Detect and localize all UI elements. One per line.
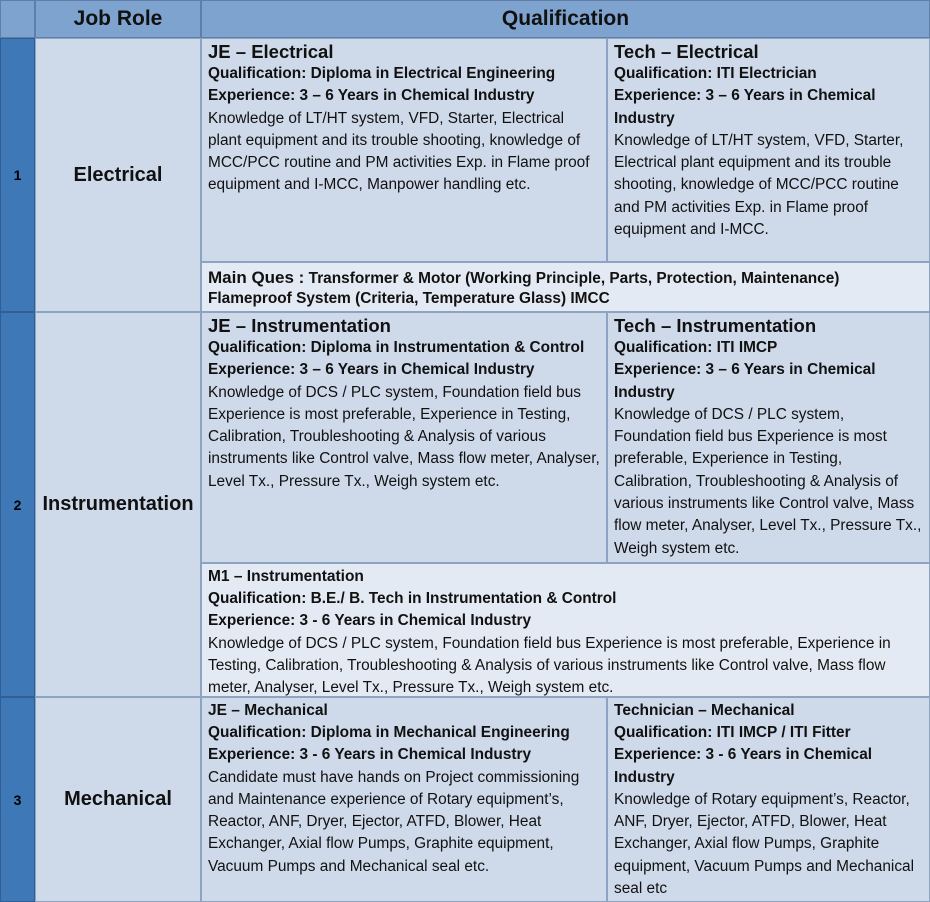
header-number-cell	[0, 0, 35, 38]
m1-instrumentation-cell	[201, 563, 930, 697]
m1-instrumentation-qualification: Qualification: B.E./ B. Tech in Instrumentation & Control	[208, 590, 617, 607]
tech-electrical-qualification: Qualification: ITI Electrician	[614, 65, 817, 82]
je-mechanical-experience: Experience: 3 - 6 Years in Chemical Industry	[208, 746, 532, 764]
header-qualification-label: Qualification	[501, 7, 630, 30]
tech-electrical-cell	[607, 38, 930, 262]
tech-instrumentation-cell	[607, 312, 930, 563]
row-number-1: 1	[0, 38, 35, 312]
je-electrical-cell	[201, 38, 607, 262]
je-instrumentation-qualification: Qualification: Diploma in Instrumentation & Control	[208, 339, 585, 356]
je-electrical-title: JE – Electrical	[208, 41, 334, 62]
tech-electrical-description: Knowledge of LT/HT system, VFD, Starter, Electrical plant equipment and its trouble shooting, knowledge of MCC/PCC routine and PM activities Exp. in Flame proof equipment and I-MCC.	[614, 131, 904, 239]
technician-mechanical-description: Knowledge of Rotary equipment’s, Reactor, ANF, Dryer, Ejector, ATFD, Blower, Heat Exchanger, Axial flow Pumps, Graphite equipment, Vacuum Pumps and Mechanical seal etc	[614, 790, 914, 898]
header-qualification	[201, 0, 930, 38]
je-instrumentation-experience: Experience: 3 – 6 Years in Chemical Industry	[208, 361, 535, 379]
main-ques-label: Main Ques :	[208, 268, 305, 287]
je-mechanical-title: JE – Mechanical	[208, 702, 328, 719]
je-instrumentation-title: JE – Instrumentation	[208, 315, 391, 336]
tech-instrumentation-title: Tech – Instrumentation	[614, 315, 817, 336]
row-number-2: 2	[0, 312, 35, 697]
je-electrical-description: Knowledge of LT/HT system, VFD, Starter, Electrical plant equipment and its trouble shooting, knowledge of MCC/PCC routine and PM activities Exp. in Flame proof equipment and I-MCC, Manpower handling etc.	[208, 109, 590, 194]
tech-electrical-title: Tech – Electrical	[614, 41, 759, 62]
technician-mechanical-cell	[607, 697, 930, 902]
technician-mechanical-experience: Experience: 3 - 6 Years in Chemical Industry	[614, 746, 873, 786]
technician-mechanical-qualification: Qualification: ITI IMCP / ITI Fitter	[614, 724, 851, 741]
tech-instrumentation-qualification: Qualification: ITI IMCP	[614, 339, 778, 356]
je-instrumentation-description: Knowledge of DCS / PLC system, Foundation field bus Experience is most preferable, Experience in Testing, Calibration, Troubleshooting & Analysis of various instruments like Control valve, Mass flow meter, Analyser, Level Tx., Pressure Tx., Weigh system etc.	[208, 383, 600, 490]
m1-instrumentation-experience: Experience: 3 - 6 Years in Chemical Industry	[208, 612, 532, 630]
header-job-role	[35, 0, 201, 38]
je-mechanical-qualification: Qualification: Diploma in Mechanical Engineering	[208, 724, 570, 741]
je-electrical-qualification: Qualification: Diploma in Electrical Engineering	[208, 65, 556, 82]
header-job-role-label: Job Role	[73, 7, 163, 30]
row-number-3: 3	[0, 697, 35, 902]
m1-instrumentation-title: M1 – Instrumentation	[208, 568, 364, 585]
main-ques-line-2: Flameproof System (Criteria, Temperature Glass) IMCC	[208, 290, 610, 308]
je-instrumentation-cell	[201, 312, 607, 563]
tech-electrical-experience: Experience: 3 – 6 Years in Chemical Industry	[614, 87, 876, 127]
technician-mechanical-title: Technician – Mechanical	[614, 702, 795, 719]
m1-instrumentation-description: Knowledge of DCS / PLC system, Foundation field bus Experience is most preferable, Experience in Testing, Calibration, Troubleshooting & Analysis of various instruments like Control valve, Mass flow meter, Analyser, Level Tx., Pressure Tx., Weigh system etc.	[208, 634, 891, 697]
job-role-instrumentation: Instrumentation	[35, 312, 201, 697]
main-ques-line-1: Transformer & Motor (Working Principle, Parts, Protection, Maintenance)	[308, 270, 840, 287]
tech-instrumentation-description: Knowledge of DCS / PLC system, Foundation field bus Experience is most preferable, Experience in Testing, Calibration, Troubleshooting & Analysis of various instruments like Control valve, Mass flow meter, Analyser, Level Tx., Pressure Tx., Weigh system etc.	[614, 405, 922, 557]
electrical-main-questions	[201, 262, 930, 312]
je-mechanical-cell	[201, 697, 607, 902]
je-mechanical-description: Candidate must have hands on Project commissioning and Maintenance experience of Rotary equipment’s, Reactor, ANF, Dryer, Ejector, ATFD, Blower, Heat Exchanger, Axial flow Pumps, Graphite equipment, Vacuum Pumps and Mechanical seal etc.	[208, 768, 580, 875]
job-role-electrical: Electrical	[35, 38, 201, 312]
tech-instrumentation-experience: Experience: 3 – 6 Years in Chemical Industry	[614, 361, 876, 401]
je-electrical-experience: Experience: 3 – 6 Years in Chemical Industry	[208, 87, 535, 105]
job-role-mechanical: Mechanical	[35, 697, 201, 902]
